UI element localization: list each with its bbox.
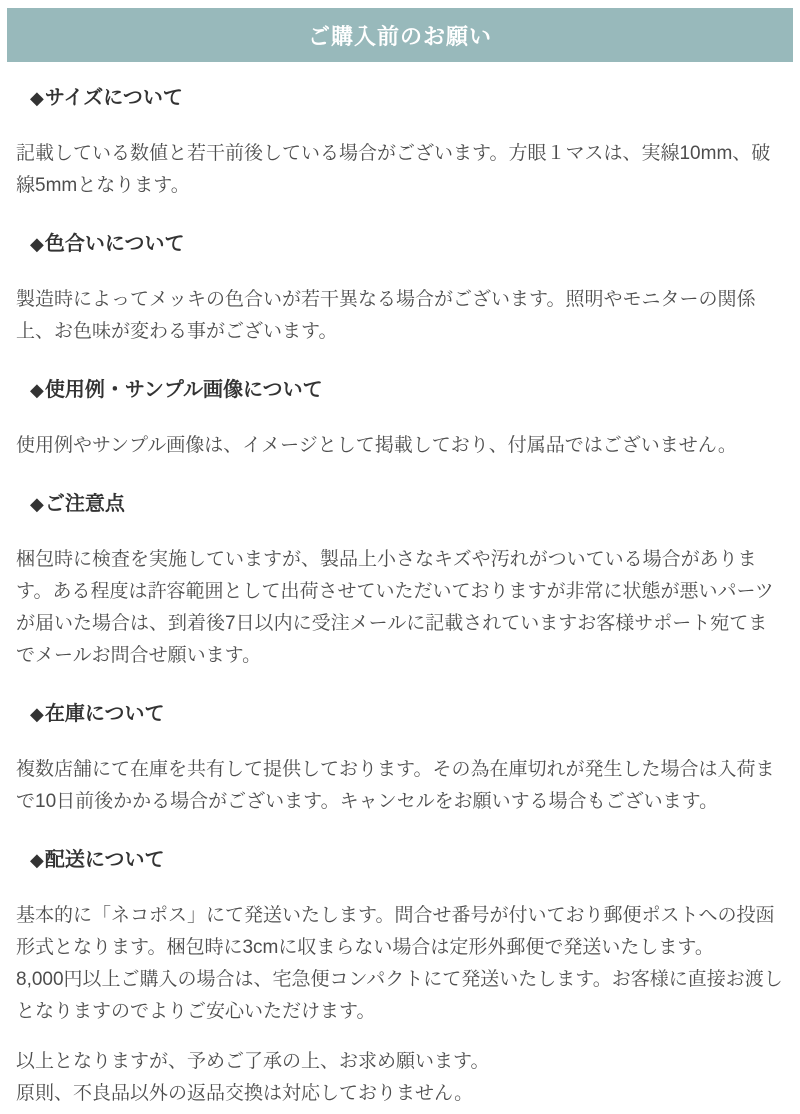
section-color-heading: [30, 230, 784, 258]
shipping-body-line-1: 基本的に「ネコポス」にて発送いたします。問合せ番号が付いており郵便ポストへの投函形式となります。梱包時に3cmに収まらない場合は定形外郵便で発送いたします。: [16, 905, 775, 958]
section-stock-heading: [30, 700, 784, 728]
section-sample-images-heading: [30, 376, 784, 404]
section-shipping-heading: [30, 846, 784, 874]
section-stock-body: 複数店舗にて在庫を共有して提供しております。その為在庫切れが発生した場合は入荷まで10日前後かかる場合がございます。キャンセルをお願いする場合もございます。: [16, 759, 775, 812]
section-caution-label: ご注意点: [44, 493, 125, 515]
section-size-heading: [30, 84, 784, 112]
section-caution-heading: [30, 490, 784, 518]
section-sample-images-body: 使用例やサンプル画像は、イメージとして掲載しており、付属品ではございません。: [16, 435, 737, 456]
section-shipping-label: 配送について: [44, 849, 165, 871]
section-caution: [16, 490, 784, 672]
shipping-body-line-2: 8,000円以上ご購入の場合は、宅急便コンパクトにて発送いたします。お客様に直接お渡しとなりますのでよりご安心いただけます。: [16, 969, 783, 1022]
closing-note-line-2: 原則、不良品以外の返品交換は対応しておりません。: [16, 1083, 474, 1104]
closing-note: [16, 1046, 784, 1110]
diamond-bullet-icon: ◆: [30, 380, 44, 400]
section-stock-label: 在庫について: [44, 703, 165, 725]
notice-content: [0, 84, 800, 1110]
section-color-label: 色合いについて: [44, 233, 185, 255]
diamond-bullet-icon: ◆: [30, 494, 44, 514]
section-color-body: 製造時によってメッキの色合いが若干異なる場合がございます。照明やモニターの関係上、お色味が変わる事がございます。: [16, 289, 756, 342]
section-shipping: [16, 846, 784, 1028]
section-color: [16, 230, 784, 348]
section-stock: [16, 700, 784, 818]
section-shipping-body: [16, 900, 784, 1028]
diamond-bullet-icon: ◆: [30, 234, 44, 254]
section-size-label: サイズについて: [44, 87, 183, 109]
section-caution-body: 梱包時に検査を実施していますが、製品上小さなキズや汚れがついている場合があります。ある程度は許容範囲として出荷させていただいておりますが非常に状態が悪いパーツが届いた場合は、到着後7日以内に受注メールに記載されていますお客様サポート宛てまでメールお問合せ願います。: [16, 549, 774, 666]
section-size: [16, 84, 784, 202]
section-sample-images-label: 使用例・サンプル画像について: [44, 379, 323, 401]
page-title: ご購入前のお願い: [307, 23, 492, 49]
diamond-bullet-icon: ◆: [30, 850, 44, 870]
closing-note-line-1: 以上となりますが、予めご了承の上、お求め願います。: [16, 1051, 490, 1072]
diamond-bullet-icon: ◆: [30, 704, 44, 724]
section-sample-images: [16, 376, 784, 462]
section-size-body: 記載している数値と若干前後している場合がございます。方眼１マスは、実線10mm、破線5mmとなります。: [16, 143, 771, 196]
page-title-banner: [7, 8, 793, 62]
diamond-bullet-icon: ◆: [30, 88, 44, 108]
